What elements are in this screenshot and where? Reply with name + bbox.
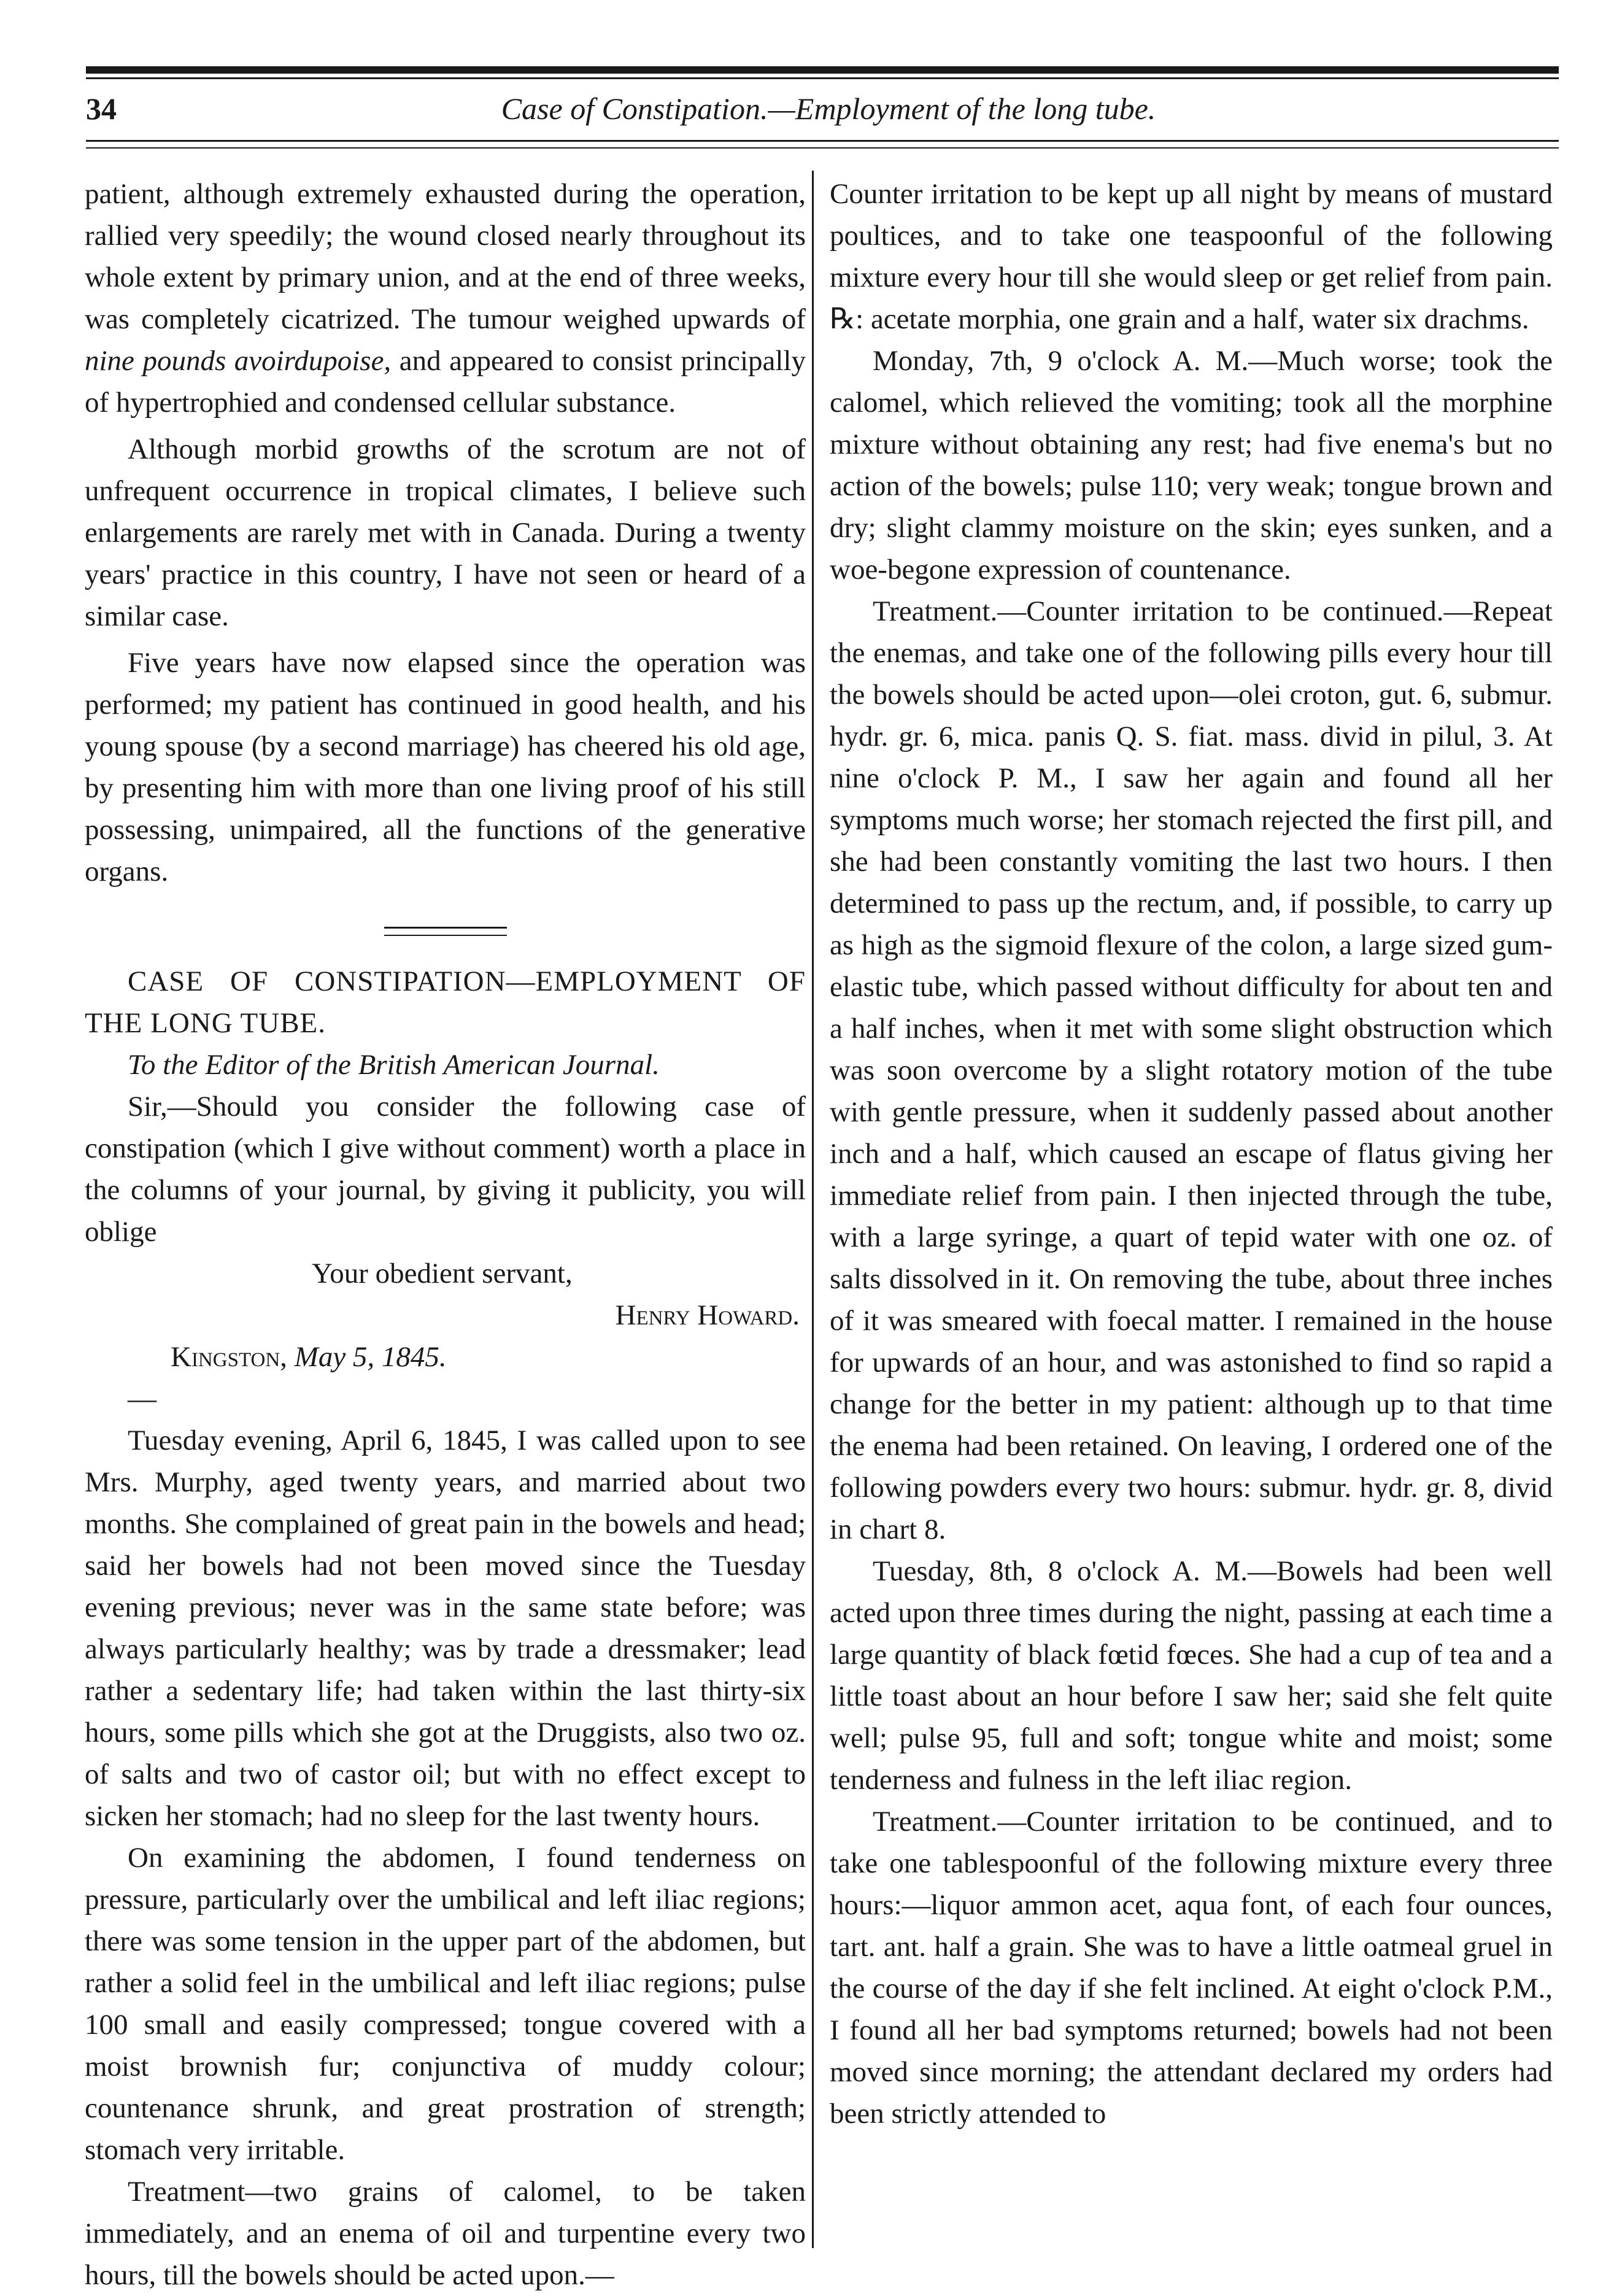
letter-place: Kingston, <box>171 1341 295 1373</box>
column-divider <box>812 171 814 2248</box>
paragraph: Tuesday evening, April 6, 1845, I was called upon to see Mrs. Murphy, aged twenty years, and married about two months. She complained of great pain in the bowels and head; said her bowels had not been moved since the Tuesday evening previous; never was in the same state before; was always particularly healthy; was by trade a dressmaker; lead rather a sedentary life; had taken within the last thirty-six hours, some pills which she got at the Druggists, also two oz. of salts and two of castor oil; but with no effect except to sicken her stomach; had no sleep for the last twenty hours. <box>85 1424 806 1832</box>
paragraph-text: patient, although extremely exhausted during the operation, rallied very speedily; the wound closed nearly throughout its whole extent by primary union, and at the end of three weeks, was completely cicatrized. The tumour weighed upwards of <box>85 178 806 335</box>
left-column <box>85 173 806 2296</box>
paragraph: Monday, 7th, 9 o'clock A. M.—Much worse; took the calomel, which relieved the vomiting; took all the morphine mixture without obtaining any rest; had five enema's but no action of the bowels; pulse 110; very weak; tongue brown and dry; slight clammy moisture on the skin; eyes sunken, and a woe-begone expression of countenance. <box>830 345 1553 586</box>
tumour-weight: nine pounds avoirdupoise, <box>85 345 392 377</box>
header-rule-upper <box>86 140 1559 142</box>
paragraph <box>85 173 806 423</box>
paragraph: Five years have now elapsed since the operation was performed; my patient has continued in good health, and his young spouse (by a second marriage) has cheered his old age, by presenting him with more than one living proof of his still possessing, unimpaired, all the functions of the generative organs. <box>85 647 806 887</box>
paragraph: Although morbid growths of the scrotum are not of unfrequent occurrence in tropical climates, I believe such enlargements are rarely met with in Canada. During a twenty years' practice in this country, I have not seen or heard of a similar case. <box>85 433 806 632</box>
paragraph: Treatment—two grains of calomel, to be taken immediately, and an enema of oil and turpentine every two hours, till the bowels should be acted upon.— <box>85 2176 806 2291</box>
letter-date: May 5, 1845. <box>294 1341 447 1373</box>
letter-dateline <box>85 1336 806 1378</box>
letter-text: Sir,—Should you consider the following case of constipation (which I give without comment) worth a place in the columns of your journal, by giving it publicity, you will oblige <box>85 1091 806 1248</box>
paragraph: Treatment.—Counter irritation to be continued, and to take one tablespoonful of the following mixture every three hours:—liquor ammon acet, aqua font, of each four ounces, tart. ant. half a grain. She was to have a little oatmeal gruel in the course of the day if she felt inclined. At eight o'clock P.M., I found all her bad symptoms returned; bowels had not been moved since morning; the attendant declared my orders had been strictly attended to <box>830 1806 1553 2130</box>
top-rule-thick <box>86 66 1559 74</box>
paragraph: Treatment.—Counter irritation to be continued.—Repeat the enemas, and take one of the following pills every hour till the bowels should be acted upon—olei croton, gut. 6, submur. hydr. gr. 6, mica. panis Q. S. fiat. mass. divid in pilul, 3. At nine o'clock P. M., I saw her again and found all her symptoms much worse; her stomach rejected the first pill, and she had been constantly vomiting the last two hours. I then determined to pass up the rectum, and, if possible, to carry up as high as the sigmoid flexure of the colon, a large sized gum-elastic tube, which passed without difficulty for about ten and a half inches, when it met with some slight obstruction which was soon overcome by a slight rotatory motion of the tube with gentle pressure, when it suddenly passed about another inch and a half, which caused an escape of flatus giving her immediate relief from pain. I then injected through the tube, with a large syringe, a quart of tepid water with one oz. of salts dissolved in it. On removing the tube, about three inches of it was smeared with foecal matter. I remained in the house for upwards of an hour, and was astonished to find so rapid a change for the better in my patient: although up to that time the enema had been retained. On leaving, I ordered one of the following powders every two hours: submur. hydr. gr. 8, divid in chart 8. <box>830 595 1553 1545</box>
letter-signature: Henry Howard. <box>615 1299 800 1331</box>
right-column <box>830 173 1553 2135</box>
dash-separator: — <box>128 1383 156 1415</box>
paragraph: Counter irritation to be kept up all night by means of mustard poultices, and to take one teaspoonful of the following mixture every hour till she would sleep or get relief from pain. ℞: acetate morphia, one grain and a half, water six drachms. <box>830 178 1553 335</box>
top-rule-thin <box>86 77 1559 79</box>
header-rule-lower <box>86 147 1559 149</box>
paragraph-text: and appeared to consist principally of hypertrophied and condensed cellular substance. <box>85 345 806 419</box>
article-title: CASE OF CONSTIPATION—EMPLOYMENT OF THE LONG TUBE. <box>85 965 806 1039</box>
page-number: 34 <box>86 91 117 126</box>
paragraph: On examining the abdomen, I found tenderness on pressure, particularly over the umbilical and left iliac regions; there was some tension in the upper part of the abdomen, but rather a solid feel in the umbilical and left iliac regions; pulse 100 small and easily compressed; tongue covered with a moist brownish fur; conjunctiva of muddy colour; countenance shrunk, and great prostration of strength; stomach very irritable. <box>85 1842 806 2166</box>
section-divider <box>384 927 507 936</box>
paragraph: Tuesday, 8th, 8 o'clock A. M.—Bowels had been well acted upon three times during the night, passing at each time a large quantity of black fœtid fœces. She had a cup of tea and a little toast about an hour before I saw her; said she felt quite well; pulse 95, full and soft; tongue white and moist; some tenderness and fulness in the left iliac region. <box>830 1555 1553 1796</box>
letter-closing: Your obedient servant, <box>312 1258 573 1289</box>
addressee: To the Editor of the British American Journal. <box>128 1049 660 1081</box>
running-head: Case of Constipation.—Employment of the long tube. <box>501 91 1156 126</box>
